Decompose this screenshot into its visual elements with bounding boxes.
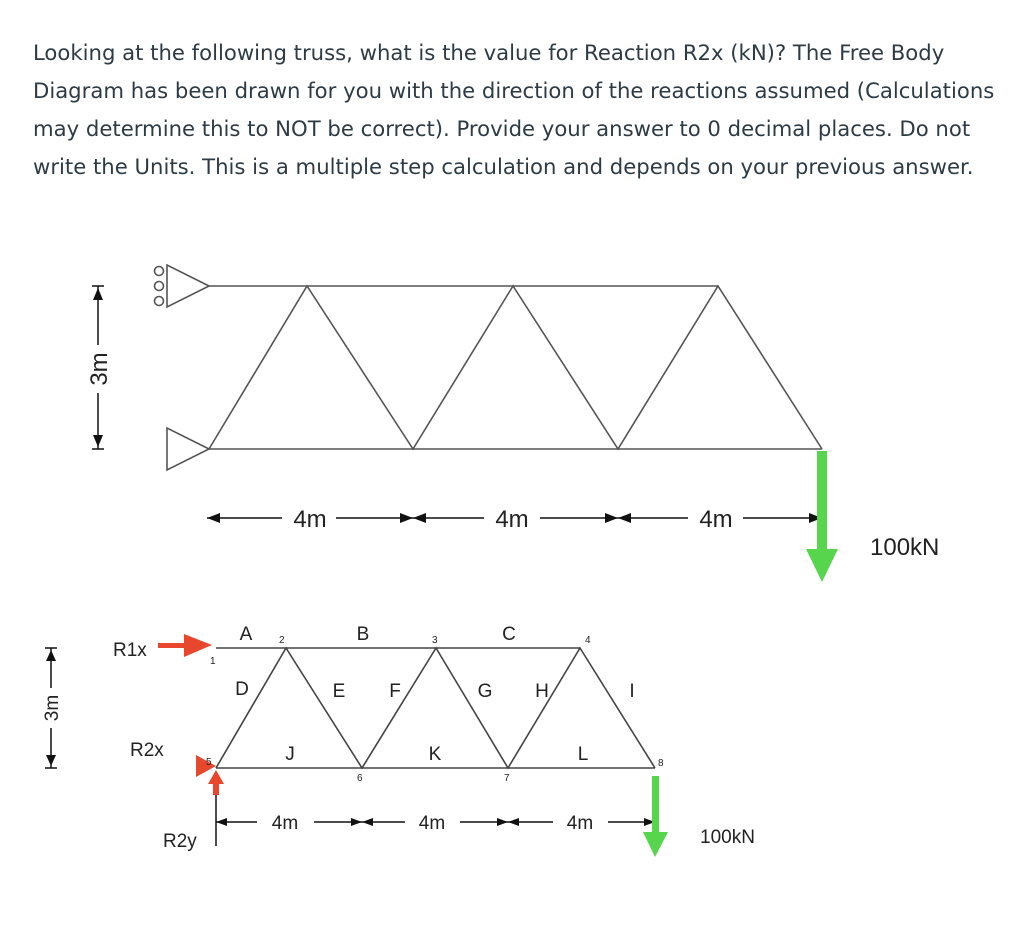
reaction-r2y-arrow	[208, 770, 224, 795]
fbd-height-label: 3m	[42, 694, 63, 722]
member-label-f: F	[389, 681, 401, 702]
top-pin-support-upper	[155, 265, 210, 307]
top-truss	[209, 286, 822, 449]
question-text: Looking at the following truss, what is the value for Reaction R2x (kN)? The Free Body Diagram has been drawn for you with the direction of the reactions assumed (Calculations may determine this to NOT be correct). Provide your answer to 0 decimal places. Do not write the Units. This is a multiple step calculation and depends on your previous answer.	[33, 40, 995, 179]
node-8: 8	[658, 758, 664, 769]
member-label-l: L	[577, 744, 589, 765]
top-height-label: 3m	[86, 352, 113, 386]
node-5: 5	[206, 757, 212, 768]
node-3: 3	[432, 635, 438, 646]
node-4: 4	[585, 635, 591, 646]
member-label-j: J	[285, 744, 295, 765]
node-6: 6	[357, 773, 363, 784]
top-pin-support-lower	[167, 428, 209, 470]
fbd-load-arrow	[643, 776, 668, 857]
member-label-g: G	[477, 681, 493, 702]
reaction-r2x-label: R2x	[130, 740, 164, 761]
fbd-span-1: 4m	[271, 813, 299, 834]
fbd-height-dimension	[40, 648, 64, 768]
node-2: 2	[279, 635, 285, 646]
member-label-h: H	[535, 681, 549, 702]
fbd-load-label: 100kN	[700, 827, 755, 848]
top-span-2: 4m	[495, 506, 529, 533]
node-7: 7	[504, 773, 510, 784]
member-label-e: E	[332, 681, 346, 702]
top-span-3: 4m	[699, 506, 733, 533]
member-label-b: B	[356, 624, 370, 645]
member-label-k: K	[428, 744, 442, 765]
member-label-c: C	[502, 624, 516, 645]
reaction-r1x-arrow	[158, 634, 212, 657]
node-1: 1	[210, 656, 216, 667]
member-label-d: D	[235, 679, 249, 700]
top-load-label: 100kN	[870, 534, 940, 561]
reaction-r1x-label: R1x	[113, 640, 147, 661]
fbd-span-2: 4m	[418, 813, 446, 834]
top-span-1: 4m	[293, 506, 327, 533]
fbd-span-3: 4m	[566, 813, 594, 834]
member-label-a: A	[239, 624, 253, 645]
member-label-i: I	[629, 681, 635, 702]
reaction-r2y-label: R2y	[163, 831, 197, 852]
web-members	[209, 286, 822, 449]
top-height-dimension	[84, 286, 113, 449]
